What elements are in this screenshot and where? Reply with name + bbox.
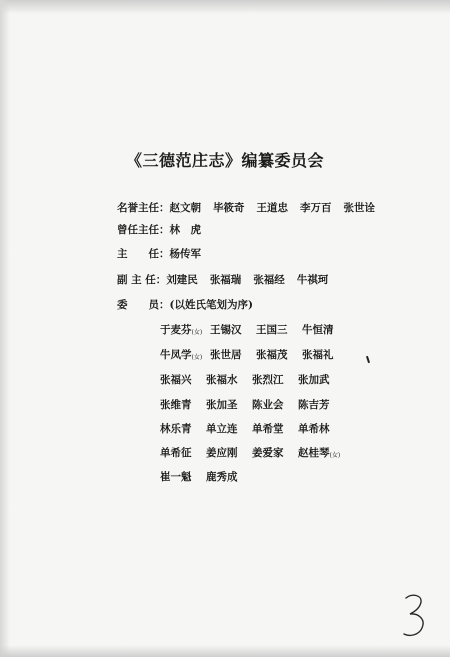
member-row (160, 398, 344, 412)
member-row (160, 422, 344, 436)
scan-shadow-top (0, 0, 450, 14)
scan-shadow-bottom (0, 645, 450, 657)
member-name: 陈吉芳 (298, 399, 330, 411)
member-name: 牛恒清 (302, 324, 334, 336)
member-name: 张维青 (160, 399, 192, 411)
member-row (160, 373, 344, 387)
row-former-director (117, 223, 213, 237)
row-label: 副 主 任： (117, 274, 167, 286)
name: 张福经 (253, 274, 285, 286)
name: 林 虎 (169, 224, 201, 236)
member-name: 于麦芬$_{(女)}$ (160, 324, 203, 336)
name: 王道忠 (256, 202, 288, 214)
member-name: 王锡汉 (210, 324, 242, 336)
member-name: 张加圣 (206, 399, 238, 411)
row-label: 曾任主任： (117, 224, 170, 236)
name: 牛祺珂 (296, 274, 329, 286)
member-name: 单希征 (160, 447, 192, 459)
member-name: 赵桂琴$_{(女)}$ (298, 447, 341, 459)
member-name: 姜应刚 (206, 447, 238, 459)
member-name: 张加武 (298, 374, 330, 386)
row-label: 委 员： (117, 299, 170, 311)
name: 张世诠 (343, 202, 375, 214)
member-name: 单希林 (298, 423, 330, 435)
name: 张福瑞 (209, 274, 242, 286)
member-name: 张世居 (210, 349, 242, 361)
member-name: 单立连 (206, 423, 238, 435)
member-name: 牛凤学$_{(女)}$ (160, 349, 203, 361)
member-name: 张福兴 (160, 374, 192, 386)
handwritten-page-number (400, 592, 430, 640)
member-name: 张福茂 (256, 349, 288, 361)
member-name: 王国三 (256, 324, 288, 336)
name: 刘建民 (166, 274, 198, 286)
member-name: 崔一魁 (160, 471, 192, 483)
name: 李万百 (300, 202, 332, 214)
row-honorary-director (117, 201, 387, 215)
page-title: 《三德范庄志》编纂委员会 (125, 151, 324, 170)
member-name: 张福礼 (302, 349, 334, 361)
scan-shadow-left (0, 0, 10, 657)
row-label: 主 任： (117, 248, 170, 260)
row-label: 名誉主任： (117, 202, 170, 214)
stray-ink-mark (366, 356, 370, 363)
ordering-note: (以姓氏笔划为序) (169, 299, 253, 311)
row-deputy-director (117, 273, 340, 287)
member-name: 鹿秀成 (206, 471, 238, 483)
member-row (160, 348, 348, 362)
name: 毕筱奇 (213, 202, 245, 214)
member-name: 张福水 (206, 374, 238, 386)
member-row (160, 323, 348, 337)
member-name: 张烈江 (252, 374, 284, 386)
member-name: 陈业会 (252, 399, 284, 411)
member-name: 姜爱家 (252, 447, 284, 459)
member-row (160, 446, 348, 460)
name: 杨传军 (169, 248, 201, 260)
row-director (117, 247, 213, 261)
member-name: 单希堂 (252, 423, 284, 435)
member-name: 林乐青 (160, 423, 192, 435)
member-row (160, 470, 252, 484)
row-members (117, 298, 265, 312)
name: 赵文朝 (169, 202, 201, 214)
